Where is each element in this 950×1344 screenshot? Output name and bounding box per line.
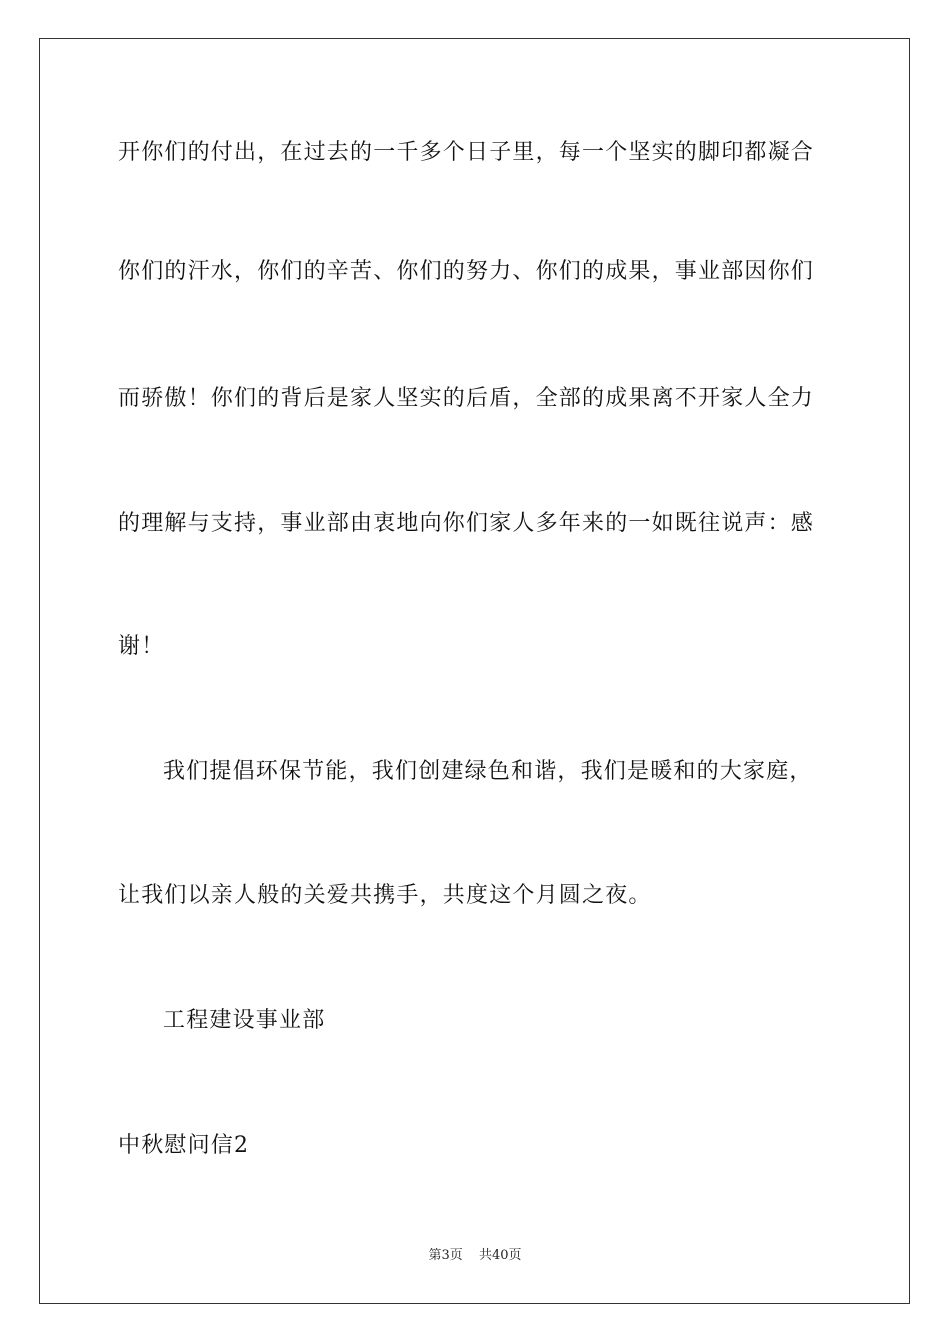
- paragraph-line: 而骄傲！你们的背后是家人坚实的后盾，全部的成果离不开家人全力: [118, 386, 815, 411]
- paragraph-line: 开你们的付出，在过去的一千多个日子里，每一个坚实的脚印都凝合: [118, 140, 815, 165]
- page-border: [39, 38, 910, 1304]
- paragraph-line: 的理解与支持，事业部由衷地向你们家人多年来的一如既往说声：感: [118, 511, 815, 536]
- page-footer: [0, 1244, 950, 1263]
- page-total: 共40页: [478, 1248, 522, 1263]
- paragraph-line: 你们的汗水，你们的辛苦、你们的努力、你们的成果，事业部因你们: [118, 259, 815, 284]
- paragraph-line: 让我们以亲人般的关爱共携手，共度这个月圆之夜。: [118, 883, 652, 908]
- signature-department: 工程建设事业部: [163, 1008, 326, 1033]
- paragraph-line: 谢！: [118, 634, 165, 659]
- paragraph-line: 我们提倡环保节能，我们创建绿色和谐，我们是暖和的大家庭，: [163, 759, 813, 784]
- page-number: 第3页: [428, 1248, 463, 1263]
- section-heading: 中秋慰问信2: [118, 1133, 250, 1158]
